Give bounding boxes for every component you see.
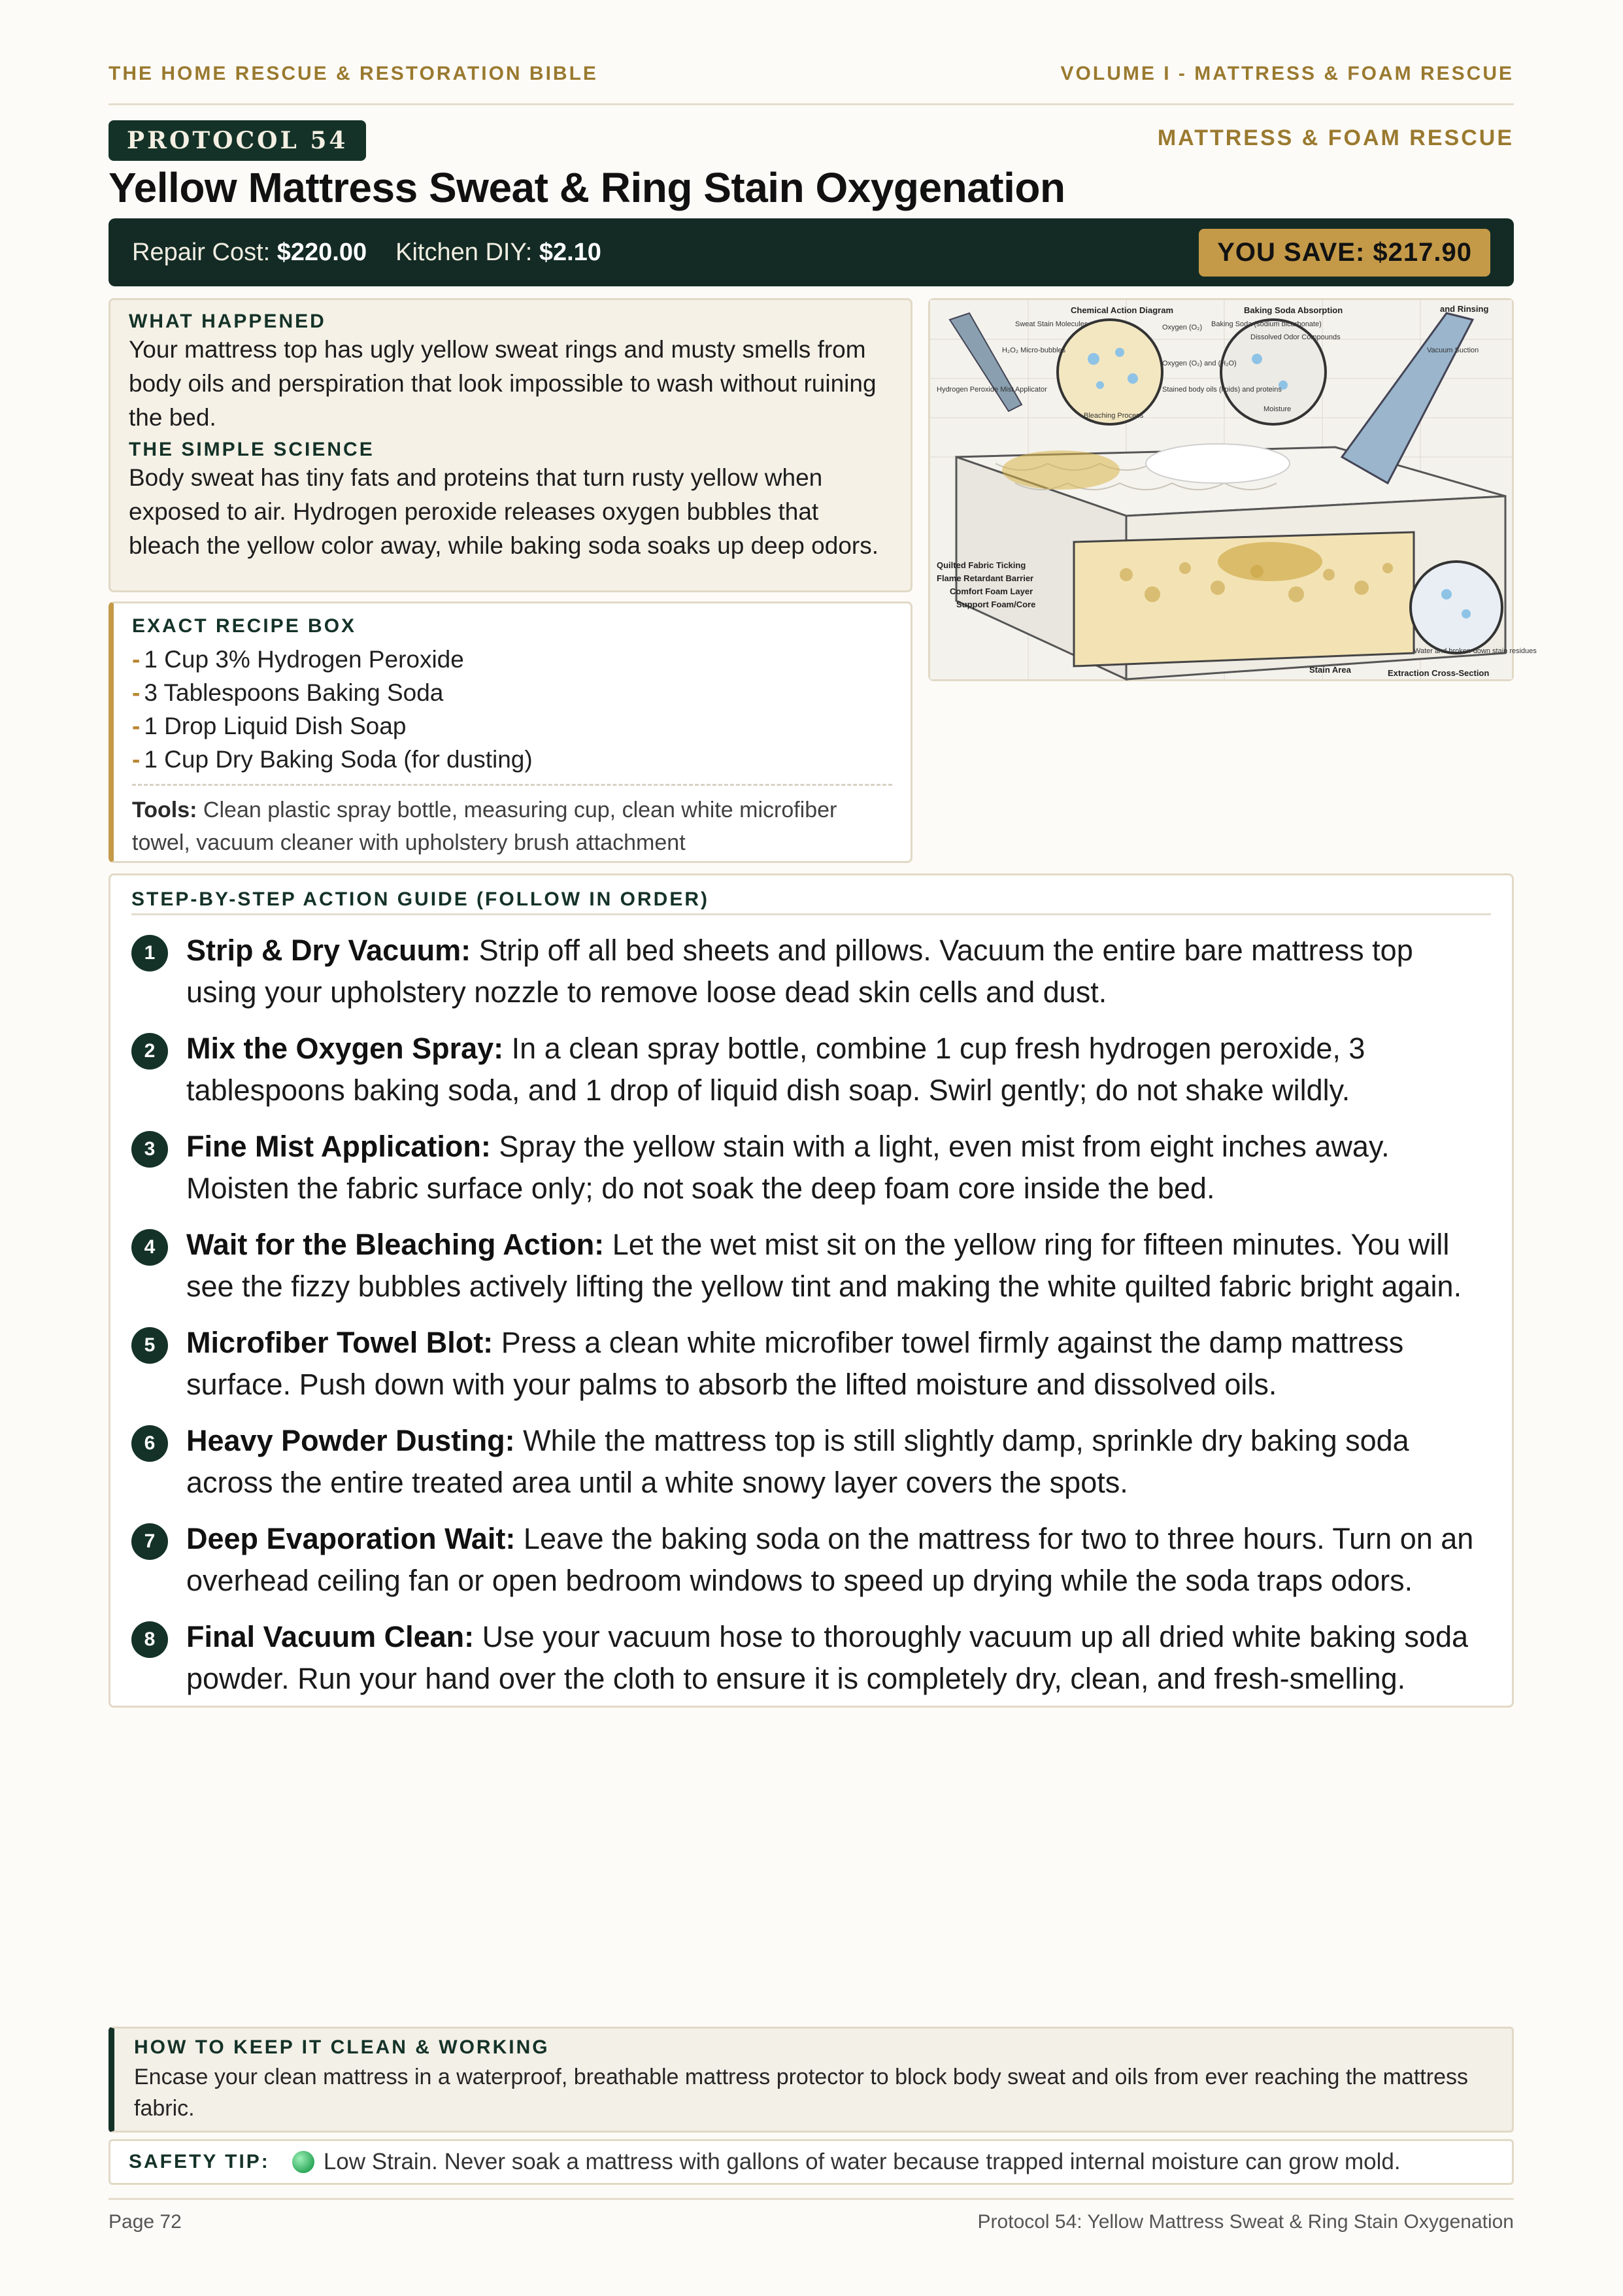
step-title: Final Vacuum Clean: [186, 1620, 475, 1653]
step-text: While the mattress top is still slightly damp, sprinkle dry baking soda across the entire treated area until a white snowy layer covers the spots. [186, 1424, 1409, 1499]
label-stain-area: Stain Area [1309, 665, 1351, 675]
science-label: THE SIMPLE SCIENCE [129, 439, 375, 460]
page [109, 0, 1537, 2296]
recipe-box [109, 601, 912, 863]
protocol-badge: PROTOCOL 54 [109, 120, 366, 161]
page-title: Yellow Mattress Sweat & Ring Stain Oxygenation [109, 164, 1065, 211]
label-soda-abs: Baking Soda Absorption [1244, 305, 1343, 315]
running-footer [109, 2198, 1514, 2237]
what-happened-text: Your mattress top has ugly yellow sweat rings and musty smells from body oils and perspiration that look impossible to wash without ruining the bed. [129, 336, 877, 431]
mattress-diagram [930, 300, 1537, 679]
step-title: Heavy Powder Dusting: [186, 1424, 515, 1457]
step-item [131, 1126, 1491, 1209]
step-number: 6 [131, 1425, 168, 1462]
svg-text:Oxygen (O₂) and (H₂O): Oxygen (O₂) and (H₂O) [1162, 360, 1237, 367]
safety-text: Low Strain. Never soak a mattress with gallons of water because trapped internal moisture can grow mold. [323, 2149, 1401, 2174]
svg-text:Hydrogen Peroxide Mist Applica: Hydrogen Peroxide Mist Applicator [937, 386, 1047, 394]
step-item [131, 1616, 1491, 1700]
step-number: 1 [131, 935, 168, 971]
step-text: Spray the yellow stain with a light, even mist from eight inches away. Moisten the fabric surface only; do not soak the deep foam core inside the bed. [186, 1130, 1390, 1205]
step-text: Leave the baking soda on the mattress for two to three hours. Turn on an overhead ceiling fan or open bedroom windows to speed up drying while the soda traps odors. [186, 1522, 1474, 1597]
category-tag: MATTRESS & FOAM RESCUE [1157, 126, 1514, 150]
list-item: - 3 Tablespoons Baking Soda [132, 679, 444, 706]
svg-text:Stained body oils (lipids) and: Stained body oils (lipids) and proteins [1162, 386, 1282, 394]
extraction-circle [1411, 562, 1502, 653]
info-box [109, 298, 912, 592]
list-item: - 1 Cup Dry Baking Soda (for dusting) [132, 746, 533, 773]
step-text: Strip off all bed sheets and pillows. Vacuum the entire bare mattress top using your upholstery nozzle to remove loose dead skin cells and dust. [186, 934, 1413, 1009]
step-title: Strip & Dry Vacuum: [186, 934, 471, 967]
running-header [109, 63, 1514, 105]
svg-text:Vacuum Suction: Vacuum Suction [1427, 346, 1479, 354]
repair-cost: Repair Cost: $220.00 [132, 238, 367, 266]
chemical-action-circle [1058, 320, 1162, 424]
volume-title: VOLUME I - MATTRESS & FOAM RESCUE [1060, 63, 1514, 84]
footer-title: Protocol 54: Yellow Mattress Sweat & Ring Stain Oxygenation [977, 2210, 1514, 2233]
step-title: Deep Evaporation Wait: [186, 1522, 516, 1555]
step-item [131, 930, 1491, 1013]
label-rinse: and Rinsing [1440, 304, 1489, 314]
recipe-list [132, 643, 892, 776]
mattress-illustration [928, 298, 1537, 681]
label-comfort: Comfort Foam Layer [950, 586, 1033, 596]
recipe-label: EXACT RECIPE BOX [132, 615, 357, 637]
tools-label: Tools: [132, 798, 197, 822]
label-flame: Flame Retardant Barrier [937, 573, 1034, 583]
maintenance-box [109, 2027, 1514, 2133]
step-title: Wait for the Bleaching Action: [186, 1228, 605, 1261]
step-item [131, 1322, 1491, 1406]
savings-badge: YOU SAVE: $217.90 [1199, 229, 1490, 277]
maintenance-label: HOW TO KEEP IT CLEAN & WORKING [134, 2036, 550, 2058]
step-text: Use your vacuum hose to thoroughly vacuum up all dried white baking soda powder. Run your hand over the cloth to ensure it is completely dry, clean, and fresh-smelling. [186, 1620, 1468, 1695]
safety-box [109, 2139, 1514, 2185]
repair-cost-value: $220.00 [276, 238, 367, 266]
page-number: Page 72 [109, 2210, 182, 2233]
cost-bar [109, 218, 1514, 286]
svg-text:H₂O₂ Micro-bubbles: H₂O₂ Micro-bubbles [1002, 346, 1066, 354]
stain-area [1218, 542, 1322, 581]
step-title: Fine Mist Application: [186, 1130, 491, 1163]
label-support: Support Foam/Core [956, 599, 1036, 609]
svg-text:Water and broken-down stain re: Water and broken-down stain residues [1414, 647, 1537, 655]
baking-soda-pile [1146, 444, 1290, 483]
step-title: Microfiber Towel Blot: [186, 1326, 494, 1359]
step-number: 4 [131, 1229, 168, 1266]
step-item [131, 1224, 1491, 1308]
step-text: Let the wet mist sit on the yellow ring for fifteen minutes. You will see the fizzy bubbles actively lifting the yellow tint and making the white quilted fabric bright again. [186, 1228, 1462, 1303]
step-text: Press a clean white microfiber towel firmly against the damp mattress surface. Push down with your palms to absorb the lifted moisture and dissolved oils. [186, 1326, 1404, 1401]
step-number: 3 [131, 1131, 168, 1168]
list-item: - 1 Drop Liquid Dish Soap [132, 713, 407, 739]
svg-text:Bleaching Process: Bleaching Process [1084, 412, 1144, 420]
step-number: 7 [131, 1523, 168, 1560]
label-quilted: Quilted Fabric Ticking [937, 560, 1026, 570]
what-happened-label: WHAT HAPPENED [129, 311, 326, 332]
svg-text:Moisture: Moisture [1263, 405, 1292, 413]
svg-text:Dissolved Odor Compounds: Dissolved Odor Compounds [1250, 333, 1341, 341]
step-item [131, 1518, 1491, 1602]
step-number: 5 [131, 1327, 168, 1364]
label-extraction: Extraction Cross-Section [1388, 668, 1490, 678]
diy-cost-value: $2.10 [539, 238, 601, 266]
svg-text:Oxygen (O₂): Oxygen (O₂) [1162, 324, 1203, 331]
label-chem: Chemical Action Diagram [1071, 305, 1174, 315]
tools-text: Clean plastic spray bottle, measuring cup, clean white microfiber towel, vacuum cleaner with upholstery brush attachment [132, 798, 837, 855]
step-item [131, 1420, 1491, 1504]
maintenance-text: Encase your clean mattress in a waterproof, breathable mattress protector to block body sweat and oils from ever reaching the mattress fabric. [134, 2065, 1468, 2121]
list-item: - 1 Cup 3% Hydrogen Peroxide [132, 646, 464, 673]
book-title: THE HOME RESCUE & RESTORATION BIBLE [109, 63, 598, 84]
tools-line [132, 784, 892, 859]
step-title: Mix the Oxygen Spray: [186, 1032, 504, 1065]
svg-text:Sweat Stain Molecules: Sweat Stain Molecules [1015, 320, 1088, 328]
svg-text:Baking Soda (sodium bicarbonat: Baking Soda (sodium bicarbonate) [1211, 320, 1322, 328]
science-text: Body sweat has tiny fats and proteins that turn rusty yellow when exposed to air. Hydrogen peroxide releases oxygen bubbles that bleach the yellow color away, while baking soda soaks up deep odors. [129, 464, 878, 559]
steps-box [109, 873, 1514, 1708]
diy-cost: Kitchen DIY: $2.10 [395, 238, 601, 266]
yellow-stain [1002, 450, 1120, 490]
green-dot-icon [292, 2151, 314, 2173]
step-number: 8 [131, 1621, 168, 1658]
step-text: In a clean spray bottle, combine 1 cup fresh hydrogen peroxide, 3 tablespoons baking soda, and 1 drop of liquid dish soap. Swirl gently; do not shake wildly. [186, 1032, 1365, 1107]
step-item [131, 1028, 1491, 1111]
steps-label: STEP-BY-STEP ACTION GUIDE (FOLLOW IN ORDER) [131, 888, 710, 910]
safety-label: SAFETY TIP: [129, 2151, 270, 2172]
step-number: 2 [131, 1033, 168, 1070]
